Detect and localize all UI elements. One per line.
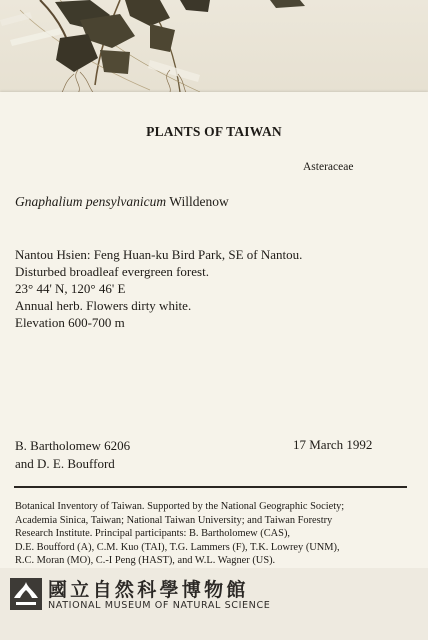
coordinates-line: 23° 44' N, 120° 46' E: [15, 281, 126, 296]
description-line: Annual herb. Flowers dirty white.: [15, 298, 192, 313]
divider: [14, 486, 407, 488]
label-title: PLANTS OF TAIWAN: [146, 124, 282, 139]
taxon-author: Willdenow: [169, 194, 229, 209]
credits-line: Academia Sinica, Taiwan; National Taiwan University; and Taiwan Forestry: [15, 514, 333, 526]
collector-line-2: and D. E. Boufford: [15, 456, 115, 471]
credits-line: D.E. Boufford (A), C.M. Kuo (TAI), T.G. Lammers (F), T.K. Lowrey (UNM),: [15, 541, 340, 553]
museum-name-english: NATIONAL MUSEUM OF NATURAL SCIENCE: [48, 600, 271, 611]
elevation-line: Elevation 600-700 m: [15, 315, 125, 330]
habitat-line: Disturbed broadleaf evergreen forest.: [15, 264, 209, 279]
credits-block: [15, 500, 344, 568]
credits-line: Botanical Inventory of Taiwan. Supported by the National Geographic Society;: [15, 501, 345, 512]
collector-block: [15, 437, 130, 473]
collection-date: 17 March 1992: [293, 437, 373, 452]
locality-line: Nantou Hsien: Feng Huan-ku Bird Park, SE of Nantou.: [15, 247, 303, 262]
credits-line: Research Institute. Principal participants: B. Bartholomew (CAS),: [15, 528, 291, 540]
taxon-name: [15, 194, 229, 210]
collector-line-1: B. Bartholomew 6206: [15, 438, 131, 453]
museum-logo-icon: [10, 578, 42, 610]
specimen-area: [0, 0, 428, 100]
museum-name-chinese: 國立自然科學博物館: [48, 579, 249, 601]
taxon-genus-species: Gnaphalium pensylvanicum: [15, 194, 167, 209]
plant-specimen-image: [0, 0, 428, 100]
locality-block: [15, 246, 302, 331]
family-name: Asteraceae: [303, 161, 354, 173]
credits-line: R.C. Moran (MO), C.-I Peng (HAST), and W.L. Wagner (US).: [15, 555, 276, 567]
